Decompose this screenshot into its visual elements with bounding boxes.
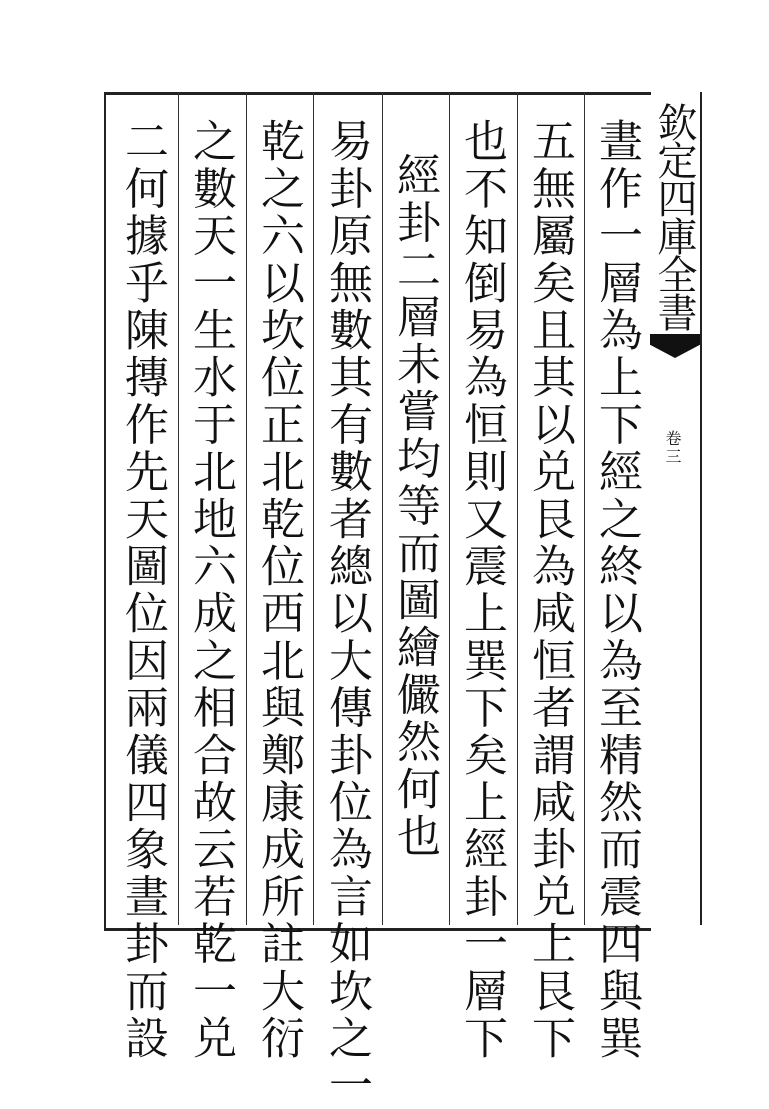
fish-tail-mark bbox=[650, 334, 700, 358]
column-divider bbox=[246, 92, 247, 925]
column-divider bbox=[313, 92, 314, 925]
column-divider bbox=[382, 92, 383, 925]
margin-column bbox=[650, 92, 702, 925]
column-divider bbox=[584, 92, 585, 925]
text-column-6: 乾之六以坎位正北乾位西北與鄭康成所註大衍 bbox=[253, 118, 304, 1062]
column-divider bbox=[449, 92, 450, 925]
text-column-5: 易卦原無數其有數者總以大傳卦位為言如坎之一 bbox=[321, 118, 372, 1109]
column-divider bbox=[517, 92, 518, 925]
text-column-8: 二何據乎陳摶作先天圖位因兩儀四象晝卦而設 bbox=[117, 118, 168, 1062]
volume-label: 卷三 bbox=[663, 430, 682, 466]
text-column-2: 五無屬矣且其以兑艮為咸恒者謂咸卦兑上艮下 bbox=[524, 118, 575, 1062]
collection-title: 欽定四庫全書 bbox=[651, 102, 697, 330]
text-column-3: 也不知倒易為恒則又震上巽下矣上經卦一層下 bbox=[456, 118, 507, 1062]
column-divider bbox=[178, 92, 179, 925]
text-column-7: 之數天一生水于北地六成之相合故云若乾一兑 bbox=[185, 118, 236, 1062]
text-column-4: 經卦二層未嘗均等而圖繪儼然何也 bbox=[389, 152, 440, 860]
text-column-1: 晝作一層為上下經之終以為至精然而震四與巽 bbox=[591, 118, 642, 1062]
